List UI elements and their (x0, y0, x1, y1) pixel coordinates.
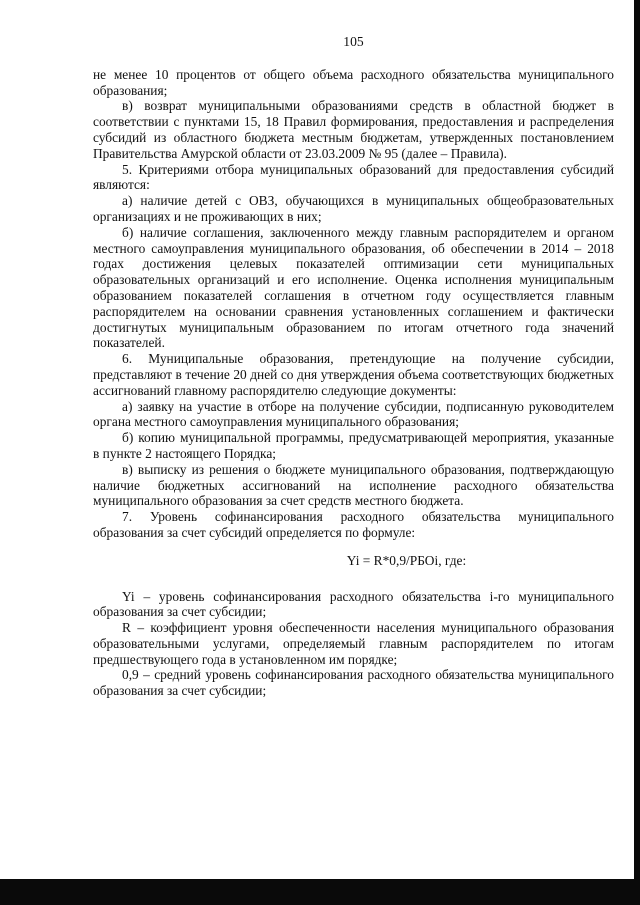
scan-edge-right (634, 0, 640, 905)
paragraph-return-of-funds: в) возврат муниципальными образованиями средств в областной бюджет в соответствии с пунктами 15, 18 Правил формирования, предоставления и распределения субсидий из областного бюджета местным бюджетам, утвержденных постановлением Правительства Амурской области от 23.03.2009 № 95 (далее – Правила). (93, 98, 614, 161)
paragraph-document-b: б) копию муниципальной программы, предусматривающей мероприятия, указанные в пункте 2 настоящего Порядка; (93, 430, 614, 461)
definition-r: R – коэффициент уровня обеспеченности населения муниципального образования образовательными услугами, определяемый главным распорядителем по итогам предшествующего года в установленном им порядке; (93, 620, 614, 667)
paragraph-cofinancing-level: 7. Уровень софинансирования расходного обязательства муниципального образования за счет субсидий определяется по формуле: (93, 509, 614, 540)
formula: Yi = R*0,9/РБОi, где: (346, 552, 467, 568)
paragraph-document-c: в) выписку из решения о бюджете муниципального образования, подтверждающую наличие бюджетных ассигнований на исполнение расходного обязательства муниципального образования за счет средств местного бюджета. (93, 461, 614, 509)
page-number: 105 (343, 34, 364, 49)
document-page (93, 34, 614, 699)
paragraph-document-a: а) заявку на участие в отборе на получение субсидии, подписанную руководителем органа местного самоуправления муниципального образования; (93, 398, 614, 430)
paragraph-criterion-a: а) наличие детей с ОВЗ, обучающихся в муниципальных общеобразовательных организациях и не проживающих в них; (93, 193, 614, 224)
definition-0-9: 0,9 – средний уровень софинансирования расходного обязательства муниципального образования за счет субсидии; (93, 667, 614, 699)
paragraph-criterion-b: б) наличие соглашения, заключенного между главным распорядителем и органом местного самоуправления муниципального образования, об обеспечении в 2014 – 2018 годах достижения целевых показателей оптимизации сети муниципальных образовательных организаций и его исполнение. Оценка исполнения муниципальным образованием показателей соглашения в отчетном году осуществляется главным распорядителем на основании сравнения установленных соглашением и фактически достигнутых муниципальным образованием по итогам отчетного года значений показателей. (93, 224, 614, 351)
paragraph-selection-criteria: 5. Критериями отбора муниципальных образований для предоставления субсидий являются: (93, 161, 614, 193)
scan-edge-bottom (0, 879, 640, 905)
paragraph-documents-intro: 6. Муниципальные образования, претендующие на получение субсидии, представляют в течение 20 дней со дня утверждения объема соответствующих бюджетных ассигнований главному распорядителю следующие документы: (93, 351, 614, 398)
definition-yi: Yi – уровень софинансирования расходного обязательства i-го муниципального образования за счет субсидии; (93, 588, 614, 620)
paragraph-continuation: не менее 10 процентов от общего объема расходного обязательства муниципального образования; (93, 66, 614, 98)
